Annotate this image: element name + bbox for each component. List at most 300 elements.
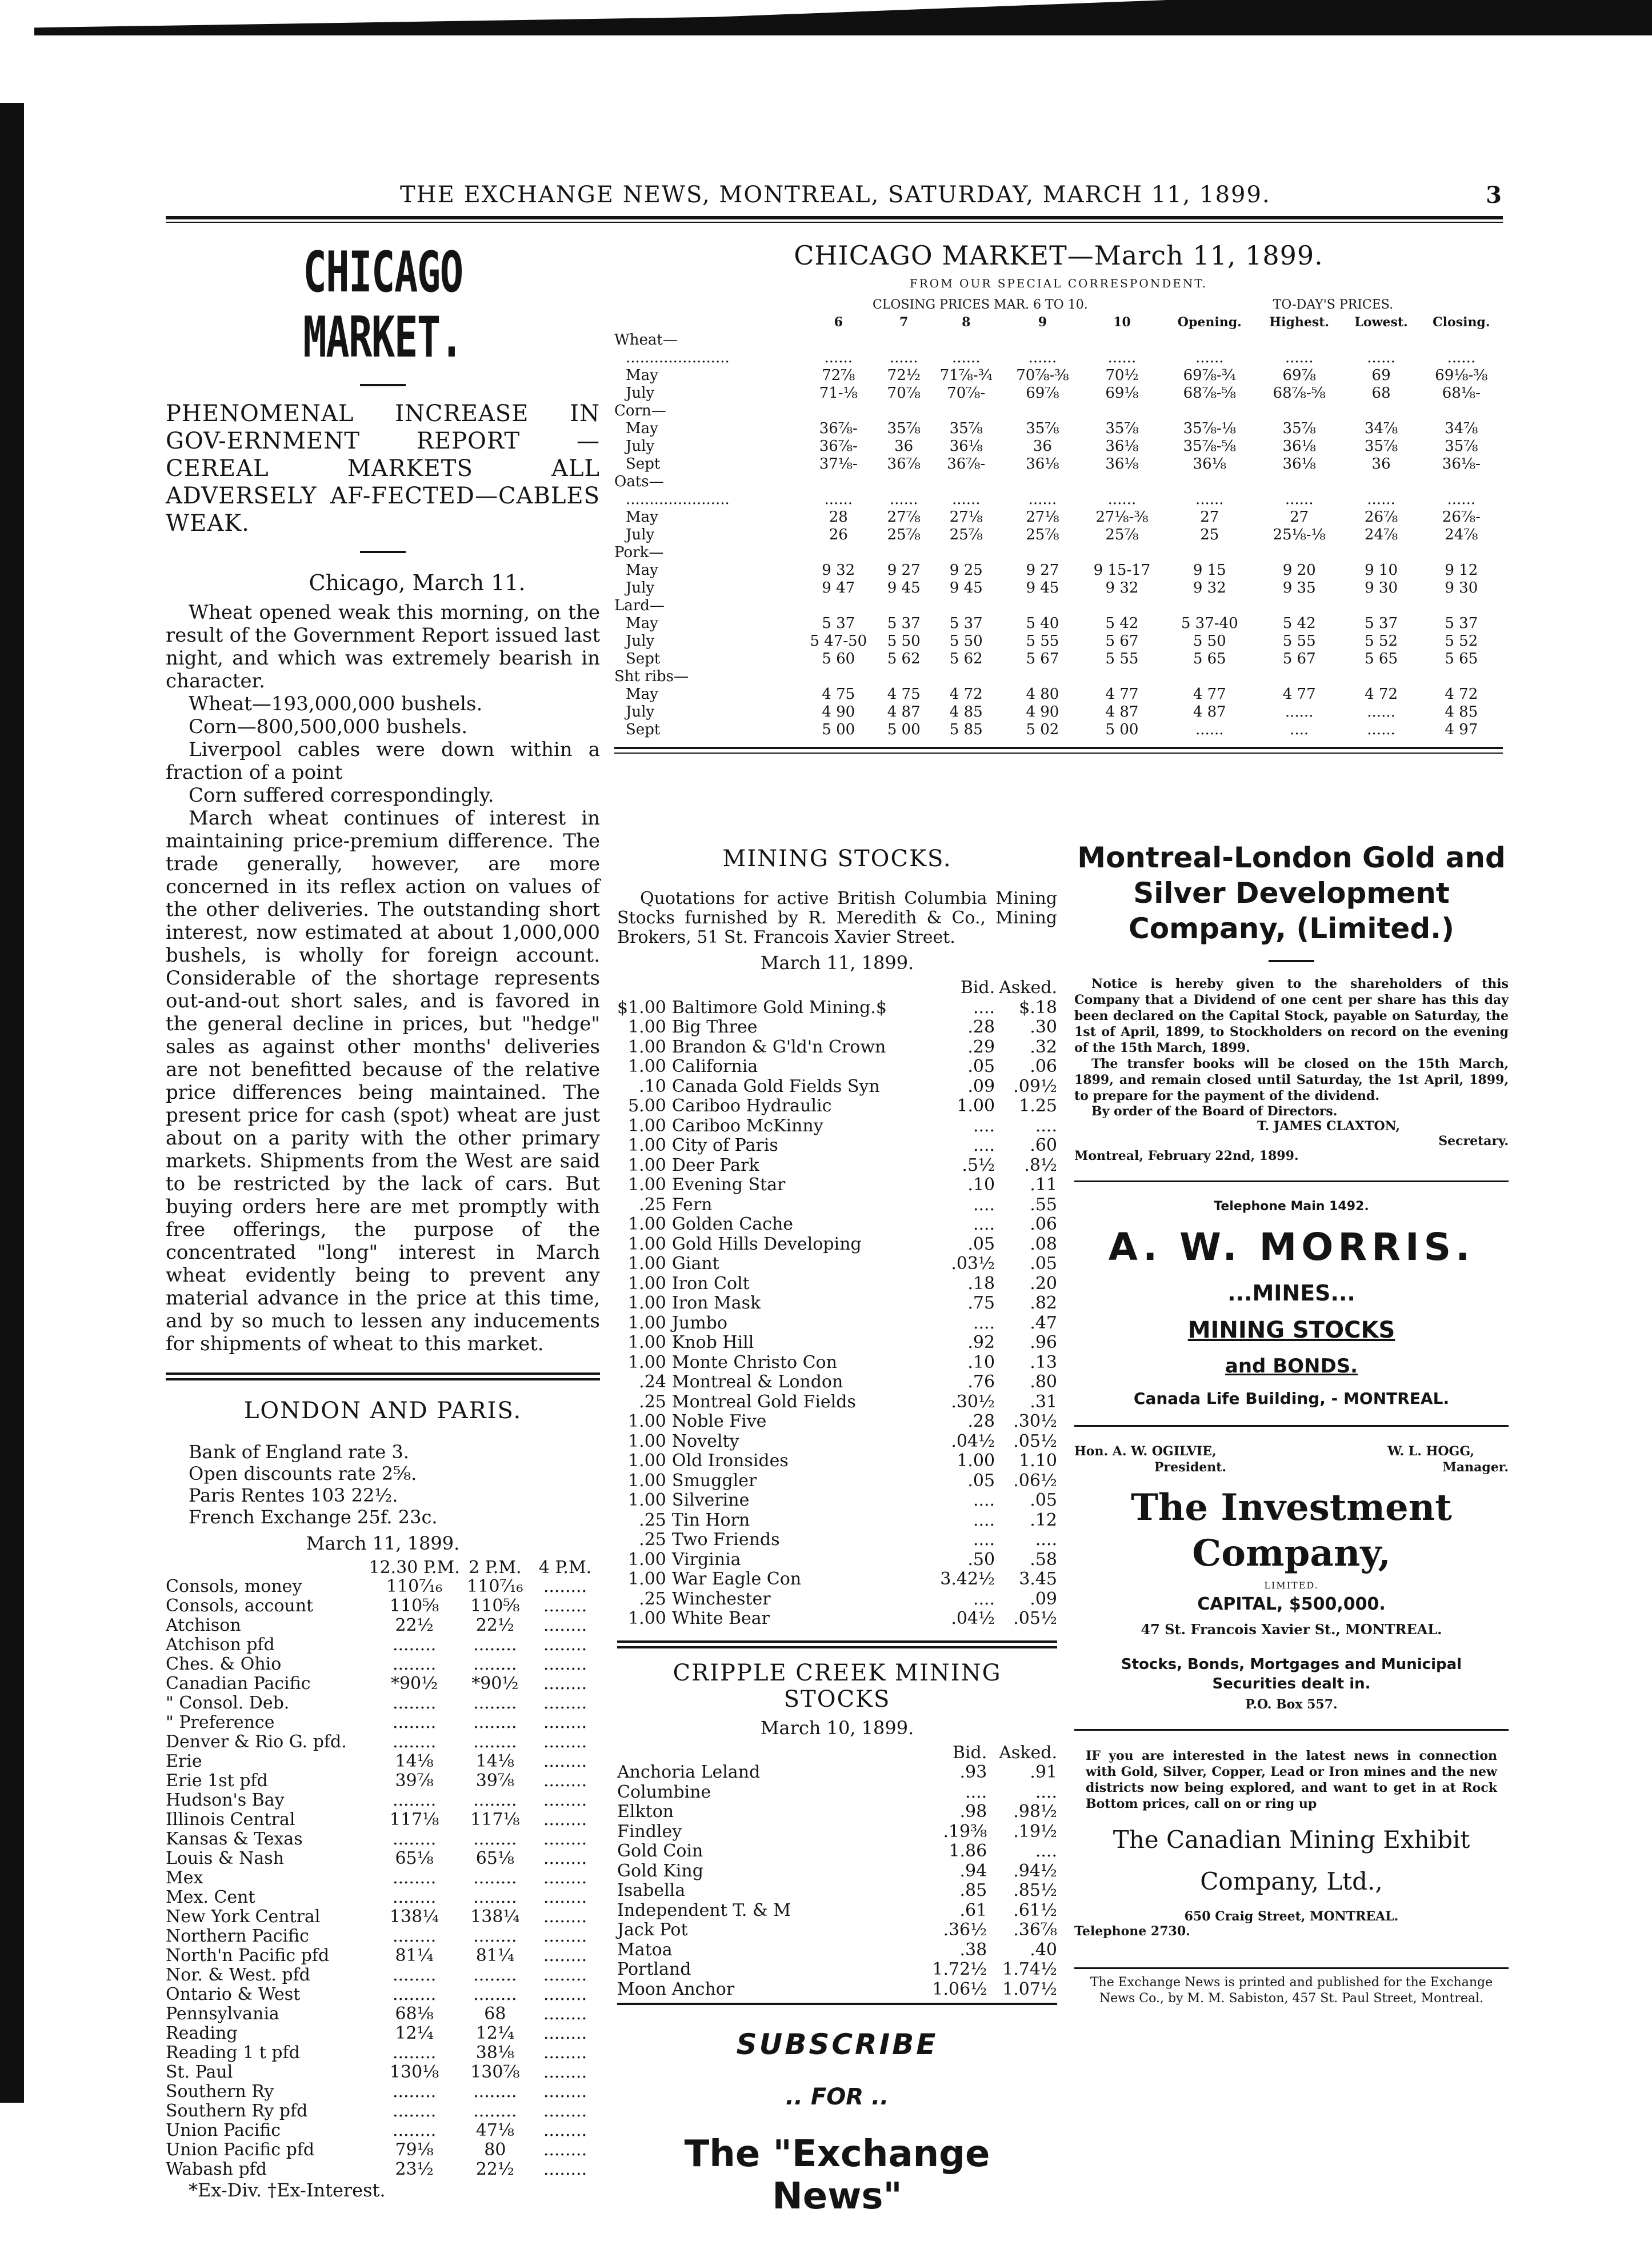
- table-row: [617, 1901, 1057, 1921]
- par-value: 1.00: [628, 1155, 666, 1175]
- stock-name: Tin Horn: [671, 1510, 750, 1530]
- price-value: 4 87: [887, 703, 921, 721]
- price-value: 36⅞-: [947, 455, 986, 473]
- cripple-date: March 10, 1899.: [760, 1716, 914, 1739]
- price-value: 4 90: [822, 703, 855, 721]
- price-value: 9 35: [1282, 579, 1316, 597]
- morris-telephone: Telephone Main 1492.: [1214, 1199, 1369, 1214]
- stock-name: Hudson's Bay: [166, 1790, 285, 1810]
- stock-value: ........: [543, 2101, 587, 2121]
- table-row: [166, 1830, 600, 1849]
- table-row: [617, 1372, 1057, 1392]
- bid-value: .05: [967, 1470, 995, 1491]
- bid-value: 1.00: [957, 1096, 995, 1116]
- stock-value: 110⅝: [389, 1596, 439, 1616]
- table-row: [617, 1156, 1057, 1176]
- stock-value: 130⅞: [470, 2062, 520, 2082]
- price-value: ......: [1195, 721, 1224, 738]
- commodity-name: Oats—: [614, 473, 664, 490]
- price-value: 69: [1371, 367, 1391, 384]
- today-col-header: Opening.: [1177, 315, 1242, 330]
- price-value: 71-⅛: [819, 385, 858, 402]
- stock-name: Atchison pfd: [166, 1635, 275, 1655]
- asked-value: .06: [1030, 1214, 1057, 1234]
- price-value: 35⅞: [1282, 420, 1316, 437]
- table-row: [614, 367, 1503, 385]
- chicago-dateline: Chicago, March 11.: [309, 570, 526, 595]
- stock-name: Novelty: [671, 1431, 739, 1451]
- commodity-group-row: [614, 331, 1503, 349]
- price-value: ......: [889, 491, 918, 508]
- day-header: 6: [834, 315, 843, 330]
- ad-divider: [1074, 1967, 1509, 1969]
- price-value: 5 47-50: [810, 633, 867, 650]
- price-value: 4 85: [1445, 703, 1478, 721]
- stock-name: Cariboo Hydraulic: [671, 1096, 832, 1116]
- price-value: 36⅞-: [819, 420, 858, 437]
- investment-box: P.O. Box 557.: [1245, 1697, 1338, 1712]
- stock-name: Montreal & London: [671, 1372, 843, 1392]
- table-row: [617, 1254, 1057, 1274]
- article-line-corn: Corn—800,500,000 bushels.: [189, 715, 468, 738]
- chicago-market-table-section: [614, 240, 1503, 754]
- price-value: 36: [1033, 438, 1052, 455]
- asked-value: 1.10: [1019, 1451, 1057, 1471]
- price-value: ......: [1367, 721, 1395, 738]
- stock-name: Mex. Cent: [166, 1887, 255, 1907]
- delivery-month: July: [626, 385, 655, 402]
- price-value: 69⅛: [1105, 385, 1139, 402]
- mining-stocks-table: [617, 978, 1057, 1629]
- price-value: 37⅛-: [819, 455, 858, 473]
- stock-value: ........: [392, 1635, 437, 1655]
- stock-value: ........: [392, 2120, 437, 2140]
- stock-value: 68: [484, 2004, 506, 2024]
- price-value: ......: [1285, 491, 1314, 508]
- table-row: [166, 2043, 600, 2063]
- stock-value: ........: [543, 1868, 587, 1888]
- table-row: [166, 1752, 600, 1771]
- headline-rule: [360, 551, 406, 553]
- table-row: [614, 420, 1503, 438]
- par-value: 5.00: [628, 1096, 666, 1116]
- delivery-month: July: [626, 579, 655, 597]
- table-row: [617, 1451, 1057, 1471]
- morris-name: A. W. MORRIS.: [1108, 1225, 1475, 1269]
- price-value: 9 45: [1026, 579, 1059, 597]
- asked-value: .94½: [1013, 1860, 1057, 1881]
- commodity-group-row: [614, 544, 1503, 562]
- stock-name: Erie: [166, 1751, 202, 1771]
- stock-name: Jack Pot: [617, 1920, 688, 1940]
- price-value: 5 55: [1282, 633, 1316, 650]
- stock-value: 117⅛: [389, 1810, 439, 1830]
- stock-value: ........: [473, 1965, 517, 1985]
- stock-value: ........: [392, 2101, 437, 2121]
- par-value: 1.00: [628, 1254, 666, 1274]
- stock-value: ........: [543, 1751, 587, 1771]
- london-line: Bank of England rate 3.: [189, 1441, 409, 1463]
- stock-name: St. Paul: [166, 2062, 233, 2082]
- price-value: 68⅞-⅝: [1183, 385, 1236, 402]
- bid-value: ....: [965, 1782, 987, 1802]
- price-value: 5 55: [1026, 633, 1059, 650]
- stock-value: 138¼: [389, 1907, 439, 1927]
- delivery-month: May: [626, 509, 658, 526]
- par-value: 1.00: [628, 1057, 666, 1077]
- delivery-month: May: [626, 367, 658, 384]
- table-row: [166, 1616, 600, 1635]
- price-value: 4 75: [822, 686, 855, 703]
- stock-value: ........: [543, 2159, 587, 2179]
- price-value: 34⅞: [1364, 420, 1398, 437]
- table-row: [166, 1888, 600, 1907]
- table-row: [614, 349, 1503, 367]
- par-value: .10: [639, 1076, 666, 1097]
- price-value: 9 45: [949, 579, 983, 597]
- article-paragraph: March wheat continues of interest in maintaining price-premium difference. The trade generally, however, are more concerned in its reflex action on values of the other deliveries. The outstanding short interest, now estimated at about 1,000,000 bushels, is wholly for foreign account. Considerable of the shortage represents out-and-out short sales, and is favored in the general decline in prices, but "hedge" sales as against other months' deliveries are not benefitted because of the relative price differences being maintained. The present price for cash (spot) wheat are just about on a parity with the other primary markets. Shipments from the West are said to be restricted by the lack of cars. But buying orders here are met promptly with free offerings, the purpose of the concentrated "long" interest in March wheat evidently being to prevent any material advance in the price at this time, and by so much to lessen any inducements for shipments of wheat to this market.: [166, 807, 600, 1355]
- table-row: [166, 2121, 600, 2140]
- table-row: [617, 1195, 1057, 1215]
- par-value: 1.00: [628, 1549, 666, 1570]
- stock-value: 12¼: [475, 2023, 514, 2043]
- price-value: 5 37: [1445, 615, 1478, 632]
- table-row: [166, 2140, 600, 2160]
- par-value: 1.00: [628, 1135, 666, 1155]
- table-row: [166, 2102, 600, 2121]
- bid-value: .09: [967, 1076, 995, 1097]
- par-value: $1.00: [617, 997, 666, 1018]
- table-row: [166, 1849, 600, 1868]
- table-row: [166, 1966, 600, 1985]
- stock-value: ........: [543, 1810, 587, 1830]
- asked-value: .36⅞: [1013, 1920, 1057, 1940]
- commodity-name: Wheat—: [614, 331, 678, 349]
- stock-name: Wabash pfd: [166, 2159, 267, 2179]
- price-value: 70⅞-: [947, 385, 986, 402]
- commodity-name: Sht ribs—: [614, 668, 689, 685]
- stock-value: ........: [543, 1965, 587, 1985]
- commodity-group-row: [614, 402, 1503, 420]
- notice-date: Montreal, February 22nd, 1899.: [1074, 1148, 1299, 1163]
- stock-name: Silverine: [671, 1490, 750, 1510]
- price-value: 9 27: [1026, 562, 1059, 579]
- stock-value: ........: [473, 1732, 517, 1752]
- table-row: [166, 1791, 600, 1810]
- price-value: 68⅞-⅝: [1273, 385, 1326, 402]
- table-row: [617, 1550, 1057, 1570]
- stock-name: Knob Hill: [671, 1332, 754, 1352]
- stock-value: ........: [543, 1654, 587, 1674]
- bid-value: .10: [967, 1175, 995, 1195]
- bid-value: 1.72½: [932, 1959, 987, 1979]
- table-row: [166, 1713, 600, 1732]
- delivery-month: May: [626, 420, 658, 437]
- bid-value: .75: [967, 1293, 995, 1313]
- morris-address: Canada Life Building, - MONTREAL.: [1133, 1389, 1450, 1408]
- bid-value: .5½: [962, 1155, 995, 1175]
- president-title: President.: [1154, 1460, 1227, 1475]
- stock-value: ........: [543, 1712, 587, 1732]
- stock-value: 80: [484, 2140, 506, 2160]
- asked-value: .61½: [1013, 1900, 1057, 1920]
- price-value: ......: [1028, 349, 1057, 366]
- table-row: [617, 1822, 1057, 1842]
- price-value: 25⅞: [1026, 526, 1059, 543]
- price-value: 9 30: [1445, 579, 1478, 597]
- stock-name: Gold King: [617, 1860, 703, 1881]
- stock-value: 65⅛: [475, 1848, 514, 1868]
- bid-value: ....: [973, 1490, 995, 1510]
- stock-value: ........: [543, 1732, 587, 1752]
- article-paragraph: Wheat opened weak this morning, on the result of the Government Report issued last night, and which was extremely bearish in character.: [166, 601, 600, 693]
- chicago-headline: PHENOMENAL INCREASE IN GOV-ERNMENT REPORT — CEREAL MARKETS ALL ADVERSELY AF-FECTED—CABLES WEAK.: [166, 401, 600, 537]
- delivery-month: July: [626, 438, 655, 455]
- table-row: [166, 1771, 600, 1791]
- secretary-name: T. JAMES CLAXTON,: [1257, 1119, 1401, 1134]
- table-row: [617, 998, 1057, 1018]
- stock-name: Big Three: [671, 1017, 758, 1037]
- price-value: 5 65: [1445, 650, 1478, 667]
- price-value: 26⅞: [1364, 509, 1398, 526]
- page-header: [171, 177, 1503, 211]
- asked-value: .85½: [1013, 1880, 1057, 1900]
- stock-value: ........: [473, 1693, 517, 1713]
- stock-name: Consols, account: [166, 1596, 314, 1616]
- price-value: 27⅛-⅜: [1095, 509, 1149, 526]
- table-row: [617, 1018, 1057, 1038]
- table-row: [614, 686, 1503, 703]
- table-row: [617, 1881, 1057, 1901]
- section-rule: [166, 1372, 600, 1380]
- subscribe-for: .. FOR ..: [785, 2084, 889, 2110]
- par-value: 1.00: [628, 1017, 666, 1037]
- london-date: March 11, 1899.: [306, 1532, 460, 1554]
- stock-name: Pennsylvania: [166, 2004, 279, 2024]
- middle-column: [617, 840, 1057, 2218]
- table-row: [617, 1802, 1057, 1822]
- asked-value: .11: [1030, 1175, 1057, 1195]
- stock-name: North'n Pacific pfd: [166, 1946, 330, 1966]
- subscribe-paper-name: The "Exchange News": [684, 2133, 990, 2218]
- stock-value: ........: [473, 1654, 517, 1674]
- table-row: [614, 721, 1503, 739]
- stock-value: 39⅞: [395, 1771, 434, 1791]
- par-value: .25: [639, 1391, 666, 1412]
- table-row: [166, 1927, 600, 1946]
- par-value: 1.00: [628, 1214, 666, 1234]
- asked-value: .05½: [1013, 1431, 1057, 1451]
- asked-value: 1.74½: [1002, 1959, 1057, 1979]
- price-value: 25⅞: [1105, 526, 1139, 543]
- price-value: ......: [1195, 491, 1224, 508]
- stock-name: Elkton: [617, 1802, 674, 1822]
- stock-value: ........: [543, 1576, 587, 1596]
- delivery-month: May: [626, 615, 658, 632]
- stock-name: " Consol. Deb.: [166, 1693, 290, 1713]
- bid-value: .85: [959, 1880, 987, 1900]
- col-header: 4 P.M.: [538, 1558, 592, 1578]
- stock-value: 65⅛: [395, 1848, 434, 1868]
- price-value: 4 77: [1193, 686, 1226, 703]
- stock-name: California: [671, 1057, 758, 1077]
- table-row: [617, 1392, 1057, 1412]
- price-value: 4 87: [1105, 703, 1139, 721]
- table-row: [614, 438, 1503, 455]
- mining-exhibit-name: The Canadian Mining Exhibit: [1113, 1826, 1470, 1854]
- par-value: 1.00: [628, 1332, 666, 1352]
- price-value: 5 50: [949, 633, 983, 650]
- stock-value: ........: [543, 1596, 587, 1616]
- price-value: 71⅞-¾: [939, 367, 993, 384]
- price-value: 4 72: [1365, 686, 1398, 703]
- price-value: 9 30: [1365, 579, 1398, 597]
- morris-bonds: and BONDS.: [1225, 1355, 1358, 1378]
- bid-value: .50: [967, 1549, 995, 1570]
- price-value: 36⅞-: [819, 438, 858, 455]
- stock-name: Independent T. & M: [617, 1900, 791, 1920]
- par-value: 1.00: [628, 1234, 666, 1254]
- stock-value: ........: [543, 1635, 587, 1655]
- stock-value: 23½: [395, 2159, 434, 2179]
- stock-name: Gold Hills Developing: [671, 1234, 862, 1254]
- delivery-month: July: [626, 703, 655, 721]
- price-value: ......: [951, 349, 981, 366]
- investment-officers: [1074, 1444, 1509, 1485]
- price-value: ......: [1367, 349, 1395, 366]
- table-row: [617, 1763, 1057, 1783]
- stock-value: 22½: [395, 1615, 434, 1635]
- table-row: [617, 1038, 1057, 1058]
- asked-header: Asked.: [999, 1742, 1057, 1763]
- price-value: 9 15-17: [1093, 562, 1151, 579]
- stock-value: ........: [392, 1868, 437, 1888]
- table-row: [166, 2082, 600, 2102]
- london-stock-table: [166, 1559, 600, 2179]
- price-value: 5 65: [1193, 650, 1226, 667]
- london-line: Open discounts rate 2⅝.: [189, 1463, 417, 1484]
- stock-name: Canadian Pacific: [166, 1674, 311, 1694]
- par-value: 1.00: [628, 1312, 666, 1333]
- stock-name: Iron Mask: [671, 1293, 761, 1313]
- table-row: [617, 1333, 1057, 1353]
- commodity-group-row: [614, 668, 1503, 686]
- table-row: [617, 1980, 1057, 2000]
- price-value: 35⅞: [1105, 420, 1139, 437]
- stock-value: ........: [473, 1790, 517, 1810]
- par-value: .25: [639, 1194, 666, 1215]
- bid-value: ....: [973, 1115, 995, 1136]
- stock-value: ........: [543, 1926, 587, 1946]
- stock-value: 81¼: [395, 1946, 434, 1966]
- bid-header: Bid.: [952, 1742, 987, 1763]
- table-row: [614, 526, 1503, 544]
- investment-address: 47 St. Francois Xavier St., MONTREAL.: [1141, 1621, 1442, 1638]
- stock-value: 81¼: [475, 1946, 514, 1966]
- price-value: 72½: [887, 367, 921, 384]
- table-row: [617, 1511, 1057, 1531]
- price-value: ......: [1107, 349, 1137, 366]
- col-header: 2 P.M.: [469, 1558, 522, 1578]
- price-value: 4 87: [1193, 703, 1226, 721]
- price-value: 36: [894, 438, 914, 455]
- price-value: 27: [1200, 509, 1219, 526]
- table-row: [614, 650, 1503, 668]
- stock-name: Deer Park: [671, 1155, 759, 1175]
- stock-name: Columbine: [617, 1782, 711, 1802]
- table-row: [166, 2024, 600, 2043]
- asked-value: ....: [1035, 1841, 1057, 1861]
- price-value: ......: [1028, 491, 1057, 508]
- london-footnote: *Ex-Div. †Ex-Interest.: [189, 2179, 386, 2201]
- asked-value: .12: [1030, 1510, 1057, 1530]
- price-value: 5 00: [887, 721, 921, 738]
- bid-value: ....: [973, 1214, 995, 1234]
- investment-company-name: The Investment Company,: [1131, 1486, 1452, 1575]
- stock-value: ........: [543, 1615, 587, 1635]
- article-line-corn-suffered: Corn suffered correspondingly.: [189, 784, 494, 807]
- stock-value: ........: [392, 2043, 437, 2063]
- price-value: 5 52: [1365, 633, 1398, 650]
- table-bottom-rule: [614, 747, 1503, 754]
- par-value: 1.00: [628, 1569, 666, 1589]
- ad-divider: [1074, 1729, 1509, 1731]
- par-value: 1.00: [628, 1273, 666, 1294]
- bid-value: .18: [967, 1273, 995, 1294]
- stock-name: Erie 1st pfd: [166, 1771, 268, 1791]
- price-value: 69⅞: [1026, 385, 1059, 402]
- asked-value: .06½: [1013, 1470, 1057, 1491]
- price-value: 27⅛: [1026, 509, 1059, 526]
- stock-value: ........: [392, 2082, 437, 2102]
- mining-exhibit-telephone: Telephone 2730.: [1074, 1924, 1190, 1939]
- stock-name: " Preference: [166, 1712, 275, 1732]
- price-value: 5 37: [822, 615, 855, 632]
- price-value: 70⅞-⅜: [1016, 367, 1069, 384]
- price-value: 5 65: [1365, 650, 1398, 667]
- table-row: [614, 615, 1503, 633]
- price-value: 5 67: [1282, 650, 1316, 667]
- stock-value: 12¼: [395, 2023, 434, 2043]
- page-edge-top: [34, 0, 1652, 35]
- price-value: 69⅞: [1282, 367, 1316, 384]
- stock-name: Consols, money: [166, 1576, 302, 1596]
- stock-value: ........: [543, 2023, 587, 2043]
- stock-value: ........: [543, 1907, 587, 1927]
- stock-value: 14⅛: [395, 1751, 434, 1771]
- masthead-line: THE EXCHANGE NEWS, MONTREAL, SATURDAY, MARCH 11, 1899.: [400, 182, 1271, 208]
- stock-value: *90½: [471, 1674, 519, 1694]
- bid-value: .10: [967, 1352, 995, 1372]
- price-value: 5 37-40: [1181, 615, 1238, 632]
- stock-value: ........: [473, 1984, 517, 2004]
- stock-name: Smuggler: [671, 1470, 757, 1491]
- asked-value: .13: [1030, 1352, 1057, 1372]
- table-row: [617, 1117, 1057, 1136]
- bid-value: .19⅜: [943, 1821, 987, 1842]
- price-value: 5 37: [887, 615, 921, 632]
- bid-value: .28: [967, 1411, 995, 1431]
- par-value: .24: [639, 1372, 666, 1392]
- asked-value: .30: [1030, 1017, 1057, 1037]
- price-value: 4 85: [949, 703, 983, 721]
- day-header: 7: [899, 315, 909, 330]
- ad-divider: [1074, 1425, 1509, 1427]
- stock-value: 110⅝: [470, 1596, 520, 1616]
- delivery-month: July: [626, 526, 655, 543]
- price-value: ......: [824, 491, 853, 508]
- table-row: [617, 1175, 1057, 1195]
